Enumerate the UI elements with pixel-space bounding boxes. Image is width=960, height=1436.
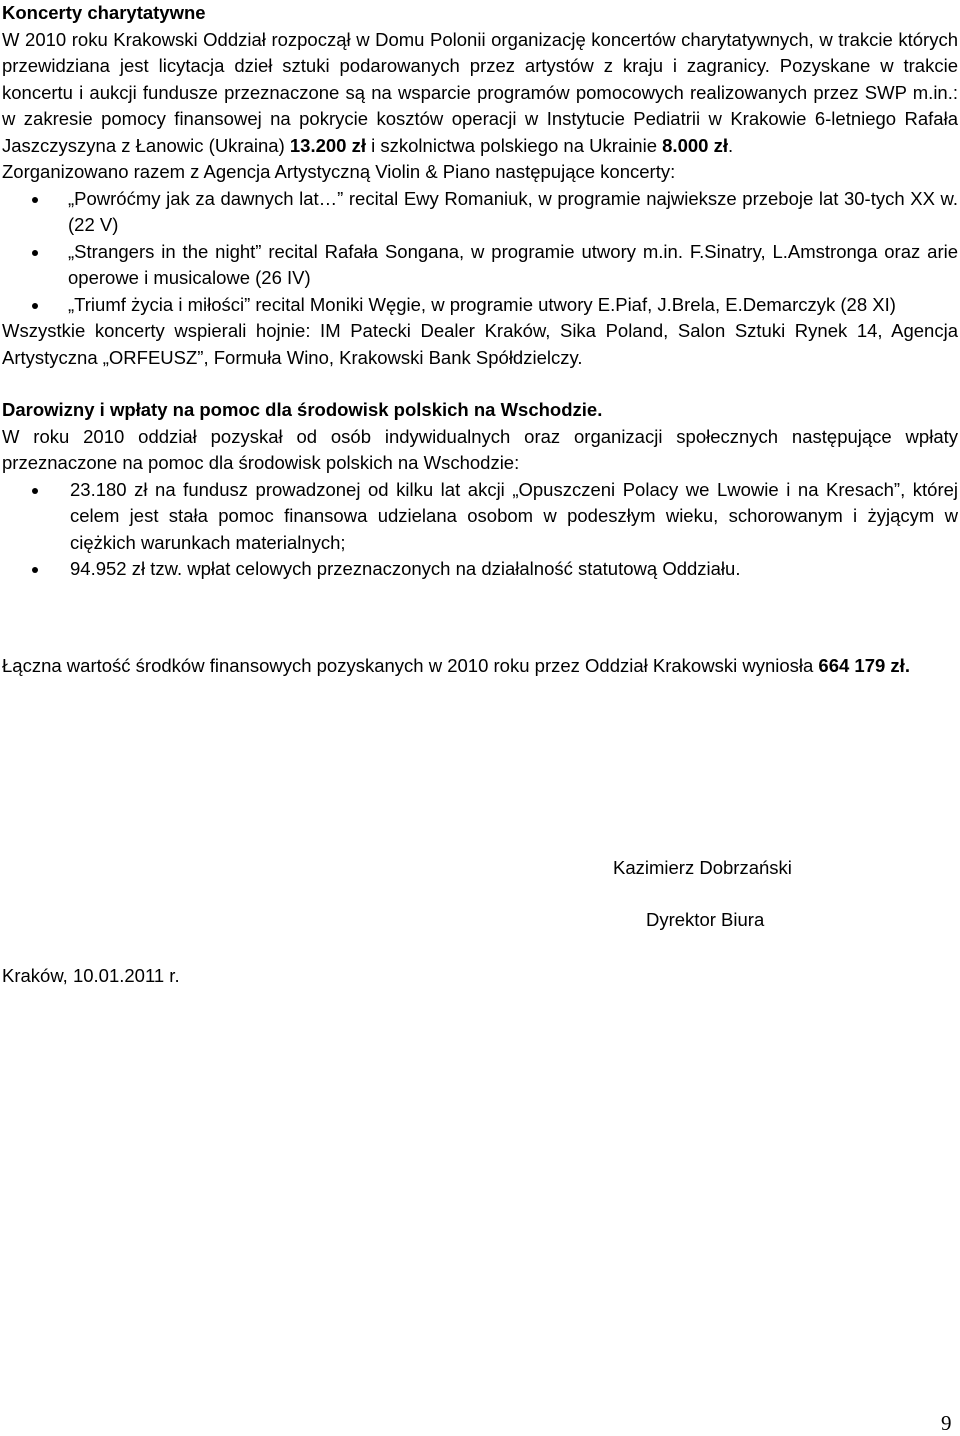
concerts-intro-text-2: i szkolnictwa polskiego na Ukrainie: [366, 134, 663, 156]
donation-list: [2, 477, 958, 583]
concert-item-text: „Triumf życia i miłości” recital Moniki Węgie, w programie utwory E.Piaf, J.Brela, E.Demarczyk (28 XI): [68, 293, 896, 315]
donation-item-text: 94.952 zł tzw. wpłat celowych przeznaczonych na działalność statutową Oddziału.: [70, 558, 741, 579]
signature-role: Dyrektor Biura: [646, 909, 765, 930]
concert-item: [2, 186, 958, 239]
summary-paragraph: [2, 653, 958, 680]
concerts-intro-text: W 2010 roku Krakowski Oddział rozpoczął w Domu Polonii organizację koncertów charytatywnych, w trakcie których przewidziana jest licytacja dzieł sztuki podarowanych przez artystów z kraju i zagranicy. Pozyskane w trakcie koncertu i aukcji fundusze przeznaczone są na wsparcie programów pomocowych realizowanych przez SWP m.in.: w zakresie pomocy finansowej na pokrycie kosztów operacji w Instytucie Pediatrii w Krakowie 6-letniego Rafała Jaszczyszyna z Łanowic (Ukraina): [2, 28, 958, 156]
spacer: [2, 371, 958, 397]
signature-name: Kazimierz Dobrzański: [613, 857, 792, 878]
concerts-organized-text: Zorganizowano razem z Agencja Artystyczną Violin & Piano następujące koncerty:: [2, 161, 676, 182]
bullet-icon: [32, 303, 38, 309]
bullet-icon: [32, 197, 38, 203]
concerts-intro-end: .: [727, 134, 734, 156]
summary-text: Łączna wartość środków finansowych pozyskanych w 2010 roku przez Oddział Krakowski wyniosła: [2, 654, 819, 676]
amount-schools: 8.000 zł: [662, 134, 728, 156]
sponsors-paragraph: Wszystkie koncerty wspierali hojnie: IM Patecki Dealer Kraków, Sika Poland, Salon Sztuki Rynek 14, Agencja Artystyczna „ORFEUSZ”, Formuła Wino, Krakowski Bank Spółdzielczy.: [2, 320, 958, 368]
bullet-icon: [32, 250, 38, 256]
donation-item-text: 23.180 zł na fundusz prowadzonej od kilku lat akcji „Opuszczeni Polacy we Lwowie i na Kresach”, której celem jest stała pomoc finansowa udzielana osobom w podeszłym wieku, schorowanym i żyjącym w ciężkich warunkach materialnych;: [70, 478, 958, 553]
amount-rafal: 13.200 zł: [289, 134, 366, 156]
spacer: [2, 583, 958, 653]
concert-list: [2, 186, 958, 319]
donation-item: [2, 477, 958, 557]
document-body: [2, 0, 958, 679]
concert-item: [2, 239, 958, 292]
section-heading-donations: Darowizny i wpłaty na pomoc dla środowisk polskich na Wschodzie.: [2, 399, 603, 420]
donations-intro-paragraph: W roku 2010 oddział pozyskał od osób indywidualnych oraz organizacji społecznych następujące wpłaty przeznaczone na pomoc dla środowisk polskich na Wschodzie:: [2, 425, 958, 473]
concert-item-text: „Powróćmy jak za dawnych lat…” recital Ewy Romaniuk, w programie najwieksze przeboje lat 30-tych XX w. (22 V): [68, 187, 958, 235]
concerts-intro-paragraph: [2, 27, 958, 160]
summary-amount: 664 179 zł.: [818, 654, 910, 676]
concert-item-text: „Strangers in the night” recital Rafała Songana, w programie utwory m.in. F.Sinatry, L.Amstronga oraz arie operowe i musicalowe (26 IV): [68, 240, 958, 288]
page-number: 9: [941, 1411, 952, 1435]
donation-item: [2, 556, 958, 583]
section-heading-concerts: Koncerty charytatywne: [2, 2, 206, 23]
concert-item: [2, 292, 958, 319]
place-and-date: Kraków, 10.01.2011 r.: [2, 965, 180, 986]
bullet-icon: [32, 488, 38, 494]
bullet-icon: [32, 567, 38, 573]
